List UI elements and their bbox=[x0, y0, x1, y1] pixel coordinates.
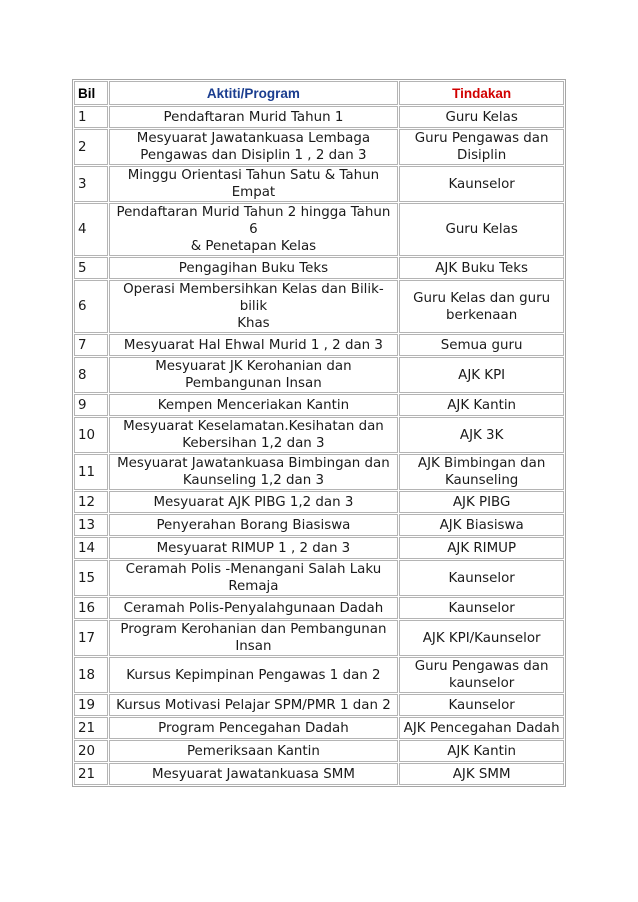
table-row bbox=[74, 740, 564, 762]
cell-program: Operasi Membersihkan Kelas dan Bilik-bilik Khas bbox=[109, 280, 399, 333]
cell-program: Kursus Motivasi Pelajar SPM/PMR 1 dan 2 bbox=[109, 694, 399, 716]
cell-bil: 6 bbox=[74, 280, 108, 333]
cell-bil: 11 bbox=[74, 454, 108, 490]
table-row bbox=[74, 717, 564, 739]
cell-bil: 7 bbox=[74, 334, 108, 356]
cell-tindakan: AJK PIBG bbox=[399, 491, 564, 513]
table-row bbox=[74, 417, 564, 453]
table-row bbox=[74, 257, 564, 279]
cell-bil: 2 bbox=[74, 129, 108, 165]
table-row bbox=[74, 620, 564, 656]
cell-bil: 21 bbox=[74, 717, 108, 739]
cell-bil: 15 bbox=[74, 560, 108, 596]
cell-tindakan: Guru Kelas bbox=[399, 203, 564, 256]
header-program: Aktiti/Program bbox=[109, 81, 399, 105]
cell-bil: 14 bbox=[74, 537, 108, 559]
cell-tindakan: Semua guru bbox=[399, 334, 564, 356]
cell-program: Mesyuarat Hal Ehwal Murid 1 , 2 dan 3 bbox=[109, 334, 399, 356]
header-tindakan: Tindakan bbox=[399, 81, 564, 105]
cell-tindakan: Kaunselor bbox=[399, 597, 564, 619]
cell-program: Ceramah Polis -Menangani Salah Laku Remaja bbox=[109, 560, 399, 596]
cell-tindakan: Guru Kelas bbox=[399, 106, 564, 128]
cell-bil: 1 bbox=[74, 106, 108, 128]
cell-program: Pendaftaran Murid Tahun 1 bbox=[109, 106, 399, 128]
table-row bbox=[74, 334, 564, 356]
cell-bil: 4 bbox=[74, 203, 108, 256]
cell-tindakan: AJK SMM bbox=[399, 763, 564, 785]
cell-tindakan: AJK Pencegahan Dadah bbox=[399, 717, 564, 739]
cell-program: Mesyuarat Jawatankuasa Lembaga Pengawas dan Disiplin 1 , 2 dan 3 bbox=[109, 129, 399, 165]
cell-bil: 16 bbox=[74, 597, 108, 619]
cell-bil: 5 bbox=[74, 257, 108, 279]
cell-bil: 3 bbox=[74, 166, 108, 202]
cell-tindakan: AJK RIMUP bbox=[399, 537, 564, 559]
activity-table bbox=[72, 79, 566, 787]
cell-program: Kempen Menceriakan Kantin bbox=[109, 394, 399, 416]
cell-program: Mesyuarat JK Kerohanian dan Pembangunan Insan bbox=[109, 357, 399, 393]
cell-bil: 18 bbox=[74, 657, 108, 693]
table-row bbox=[74, 597, 564, 619]
cell-bil: 10 bbox=[74, 417, 108, 453]
table-header-row bbox=[74, 81, 564, 105]
cell-program: Pendaftaran Murid Tahun 2 hingga Tahun 6 & Penetapan Kelas bbox=[109, 203, 399, 256]
cell-tindakan: Guru Pengawas dan kaunselor bbox=[399, 657, 564, 693]
cell-program: Pemeriksaan Kantin bbox=[109, 740, 399, 762]
cell-program: Pengagihan Buku Teks bbox=[109, 257, 399, 279]
cell-tindakan: AJK Buku Teks bbox=[399, 257, 564, 279]
table-row bbox=[74, 357, 564, 393]
cell-tindakan: AJK 3K bbox=[399, 417, 564, 453]
cell-tindakan: AJK KPI/Kaunselor bbox=[399, 620, 564, 656]
cell-tindakan: AJK Bimbingan dan Kaunseling bbox=[399, 454, 564, 490]
cell-program: Penyerahan Borang Biasiswa bbox=[109, 514, 399, 536]
table-row bbox=[74, 129, 564, 165]
cell-bil: 8 bbox=[74, 357, 108, 393]
cell-program: Program Kerohanian dan Pembangunan Insan bbox=[109, 620, 399, 656]
cell-bil: 17 bbox=[74, 620, 108, 656]
table-row bbox=[74, 657, 564, 693]
cell-program: Ceramah Polis-Penyalahgunaan Dadah bbox=[109, 597, 399, 619]
cell-tindakan: AJK Kantin bbox=[399, 394, 564, 416]
cell-program: Mesyuarat Jawatankuasa Bimbingan dan Kaunseling 1,2 dan 3 bbox=[109, 454, 399, 490]
cell-program: Mesyuarat Keselamatan.Kesihatan dan Kebersihan 1,2 dan 3 bbox=[109, 417, 399, 453]
table-row bbox=[74, 694, 564, 716]
cell-bil: 20 bbox=[74, 740, 108, 762]
table-row bbox=[74, 763, 564, 785]
cell-bil: 9 bbox=[74, 394, 108, 416]
cell-program: Mesyuarat Jawatankuasa SMM bbox=[109, 763, 399, 785]
cell-tindakan: AJK Kantin bbox=[399, 740, 564, 762]
cell-program: Mesyuarat AJK PIBG 1,2 dan 3 bbox=[109, 491, 399, 513]
cell-tindakan: Guru Pengawas dan Disiplin bbox=[399, 129, 564, 165]
cell-tindakan: Kaunselor bbox=[399, 560, 564, 596]
table-body bbox=[74, 106, 564, 785]
table-row bbox=[74, 394, 564, 416]
header-bil: Bil bbox=[74, 81, 108, 105]
table-row bbox=[74, 537, 564, 559]
table-row bbox=[74, 280, 564, 333]
cell-tindakan: AJK KPI bbox=[399, 357, 564, 393]
cell-program: Minggu Orientasi Tahun Satu & Tahun Empat bbox=[109, 166, 399, 202]
table-row bbox=[74, 514, 564, 536]
cell-tindakan: Kaunselor bbox=[399, 694, 564, 716]
table-row bbox=[74, 166, 564, 202]
table-row bbox=[74, 454, 564, 490]
cell-program: Program Pencegahan Dadah bbox=[109, 717, 399, 739]
table-row bbox=[74, 491, 564, 513]
table-row bbox=[74, 203, 564, 256]
cell-bil: 13 bbox=[74, 514, 108, 536]
cell-tindakan: Guru Kelas dan guru berkenaan bbox=[399, 280, 564, 333]
table-row bbox=[74, 560, 564, 596]
cell-program: Mesyuarat RIMUP 1 , 2 dan 3 bbox=[109, 537, 399, 559]
cell-bil: 19 bbox=[74, 694, 108, 716]
cell-tindakan: Kaunselor bbox=[399, 166, 564, 202]
cell-program: Kursus Kepimpinan Pengawas 1 dan 2 bbox=[109, 657, 399, 693]
cell-tindakan: AJK Biasiswa bbox=[399, 514, 564, 536]
cell-bil: 12 bbox=[74, 491, 108, 513]
cell-bil: 21 bbox=[74, 763, 108, 785]
table-row bbox=[74, 106, 564, 128]
